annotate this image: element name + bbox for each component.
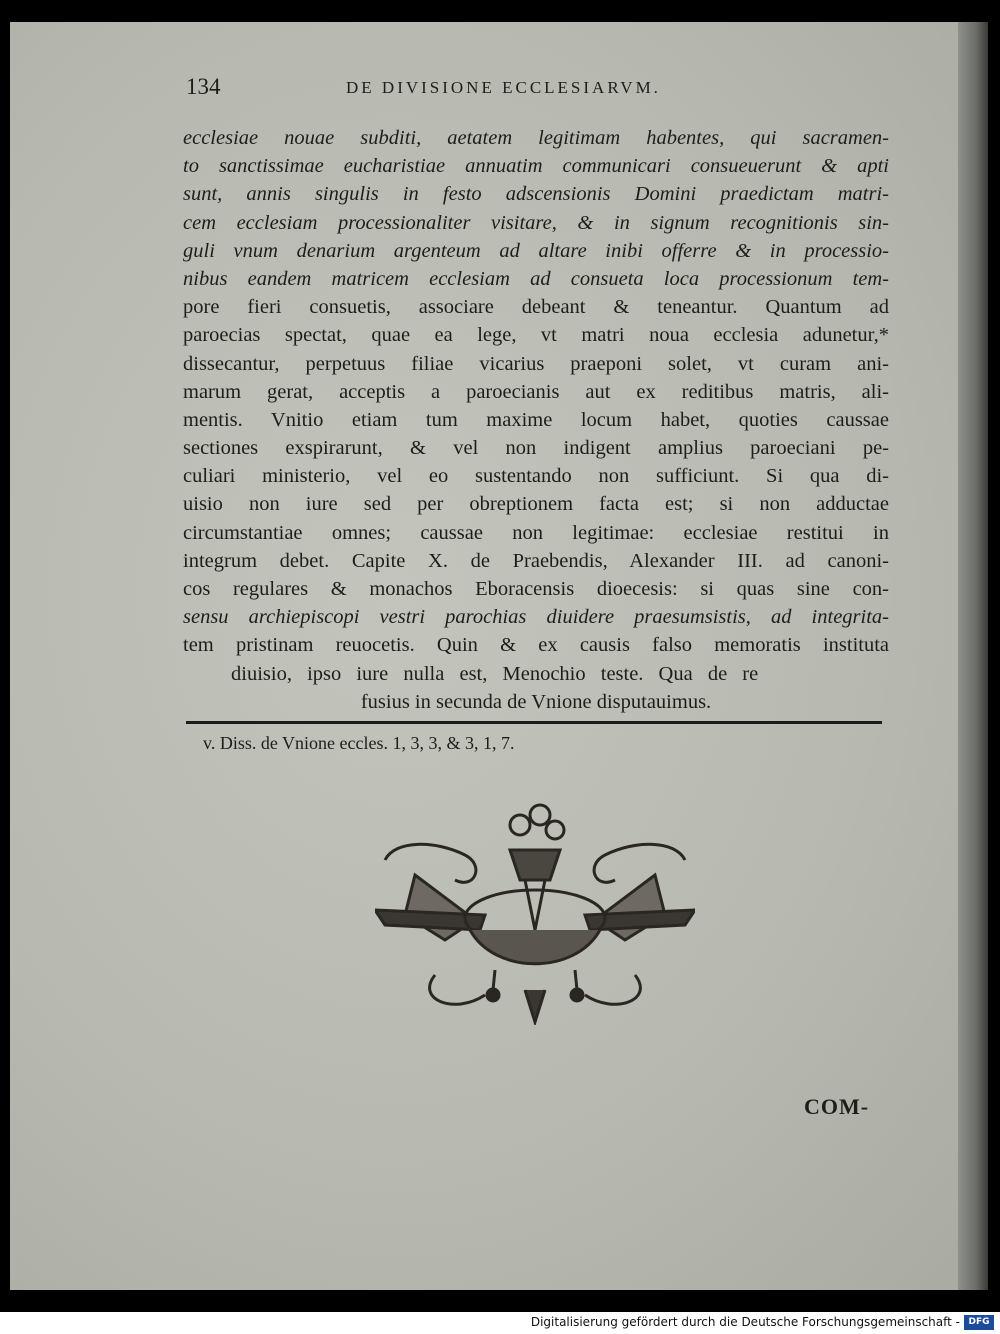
funding-credit: Digitalisierung gefördert durch die Deutsche Forschungsgemeinschaft - — [530, 1315, 960, 1329]
text-line: sectiones exspirarunt, & vel non indigent amplius paroeciani pe- — [183, 437, 889, 460]
text-line: cos regulares & monachos Eboracensis dioecesis: si quas sine con- — [183, 578, 889, 600]
text-line: pore fieri consuetis, associare debeant & teneantur. Quantum ad — [183, 296, 889, 319]
text-line: tem pristinam reuocetis. Quin & ex causis falso memoratis instituta — [183, 634, 889, 657]
text-line: mentis. Vnitio etiam tum maxime locum habet, quoties caussae — [183, 408, 889, 431]
footnote-rule — [186, 721, 882, 724]
body-text — [183, 124, 889, 716]
text-line: nibus eandem matricem ecclesiam ad consueta loca processionum tem- — [183, 267, 889, 290]
text-line: marum gerat, acceptis a paroecianis aut ex reditibus matris, ali- — [183, 380, 889, 403]
footnote: v. Diss. de Vnione eccles. 1, 3, 3, & 3, 1, 7. — [203, 733, 515, 753]
text-line: cem ecclesiam processionaliter visitare, & in signum recognitionis sin- — [183, 211, 889, 234]
dfg-logo-icon: DFG — [964, 1315, 994, 1330]
running-head: DE DIVISIONE ECCLESIARVM. — [346, 78, 661, 97]
text-line: dissecantur, perpetuus filiae vicarius praeponi solet, vt curam ani- — [183, 352, 889, 375]
text-line: uisio non iure sed per obreptionem facta est; si non adductae — [183, 493, 889, 516]
ornament-vignette-icon — [375, 800, 695, 1025]
text-line: sensu archiepiscopi vestri parochias diuidere praesumsistis, ad integrita- — [183, 606, 889, 629]
page-gutter-shadow — [958, 22, 988, 1290]
text-line: circumstantiae omnes; caussae non legitimae: ecclesiae restitui in — [183, 521, 889, 544]
text-line: culiari ministerio, vel eo sustentando non sufficiunt. Si qua di- — [183, 465, 889, 488]
page-header — [186, 74, 886, 104]
catchword: COM- — [804, 1094, 870, 1119]
text-line: sunt, annis singulis in festo adscensionis Domini praedictam matri- — [183, 183, 889, 206]
text-line: integrum debet. Capite X. de Praebendis, Alexander III. ad canoni- — [183, 549, 889, 572]
text-line: ecclesiae nouae subditi, aetatem legitimam habentes, qui sacramen- — [183, 127, 889, 149]
page-number: 134 — [186, 74, 221, 99]
text-line: paroecias spectat, quae ea lege, vt matri noua ecclesia adunetur,* — [183, 324, 889, 347]
text-line: fusius in secunda de Vnione disputauimus. — [360, 690, 712, 713]
digitization-footer — [0, 1312, 1000, 1334]
text-line: diuisio, ipso iure nulla est, Menochio teste. Qua de re — [231, 662, 759, 685]
text-line: guli vnum denarium argenteum ad altare inibi offerre & in processio- — [183, 239, 889, 262]
text-line: to sanctissimae eucharistiae annuatim communicari consueuerunt & apti — [183, 155, 889, 178]
